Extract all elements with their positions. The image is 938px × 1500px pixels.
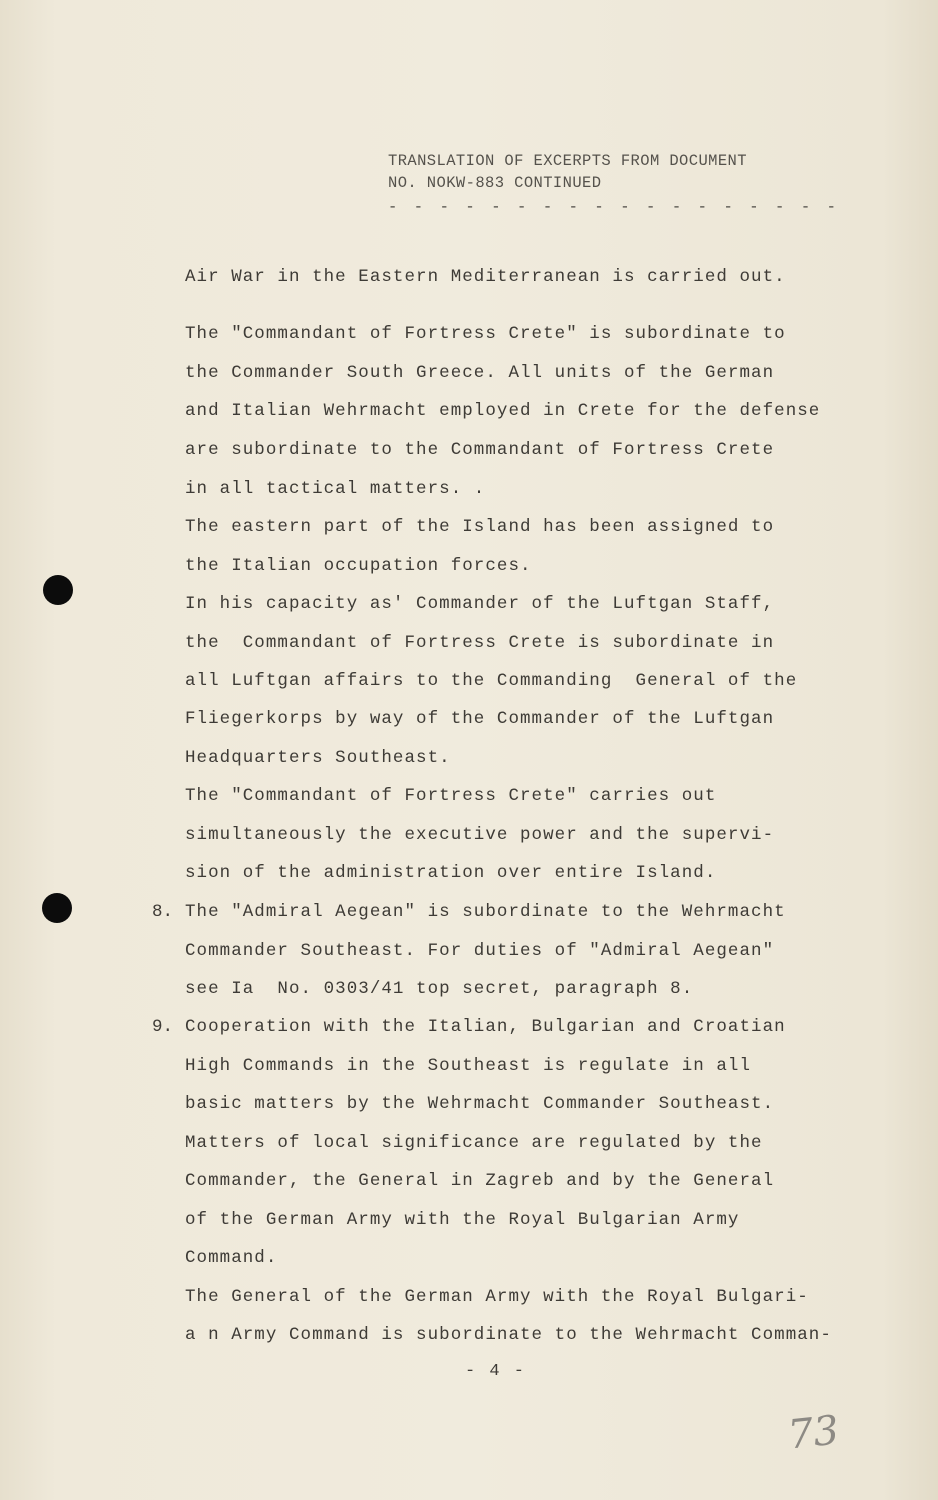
- text-line: The "Admiral Aegean" is subordinate to the Wehrmacht: [185, 902, 786, 922]
- text-line: Commander, the General in Zagreb and by the General: [185, 1171, 775, 1191]
- text-line: Matters of local significance are regulated by the: [185, 1133, 763, 1153]
- header-subtitle: NO. NOKW-883 CONTINUED: [388, 174, 602, 192]
- text-line: a n Army Command is subordinate to the Wehrmacht Comman-: [185, 1325, 832, 1345]
- text-line: The General of the German Army with the Royal Bulgari-: [185, 1287, 809, 1307]
- text-line: Headquarters Southeast.: [185, 748, 451, 768]
- punch-hole: [43, 575, 73, 605]
- text-line: High Commands in the Southeast is regulate in all: [185, 1056, 752, 1076]
- item-number: 9.: [152, 1017, 174, 1037]
- text-line: The "Commandant of Fortress Crete" is subordinate to: [185, 324, 786, 344]
- text-line: Cooperation with the Italian, Bulgarian and Croatian: [185, 1017, 786, 1037]
- document-header: [388, 150, 840, 218]
- text-line: in all tactical matters. .: [185, 479, 486, 499]
- text-line: In his capacity as' Commander of the Luftgan Staff,: [185, 594, 775, 614]
- header-rule: - - - - - - - - - - - - - - - - - -: [388, 198, 840, 216]
- text-line: Commander Southeast. For duties of "Admiral Aegean": [185, 941, 775, 961]
- text-line: sion of the administration over entire Island.: [185, 863, 717, 883]
- text-line: the Commandant of Fortress Crete is subordinate in: [185, 633, 775, 653]
- text-line: Fliegerkorps by way of the Commander of the Luftgan: [185, 709, 775, 729]
- text-line: The "Commandant of Fortress Crete" carries out: [185, 786, 717, 806]
- text-line: Air War in the Eastern Mediterranean is carried out.: [185, 267, 786, 287]
- text-line: simultaneously the executive power and the supervi-: [185, 825, 775, 845]
- text-line: The eastern part of the Island has been assigned to: [185, 517, 775, 537]
- text-line: are subordinate to the Commandant of Fortress Crete: [185, 440, 775, 460]
- text-line: the Commander South Greece. All units of the German: [185, 363, 775, 383]
- text-line: and Italian Wehrmacht employed in Crete for the defense: [185, 401, 821, 421]
- text-line: basic matters by the Wehrmacht Commander Southeast.: [185, 1094, 775, 1114]
- text-line: see Ia No. 0303/41 top secret, paragraph 8.: [185, 979, 694, 999]
- text-line: of the German Army with the Royal Bulgarian Army: [185, 1210, 740, 1230]
- text-line: all Luftgan affairs to the Commanding General of the: [185, 671, 798, 691]
- handwritten-page-mark: 73: [785, 1407, 842, 1459]
- item-number: 8.: [152, 902, 174, 922]
- text-line: Command.: [185, 1248, 278, 1268]
- punch-hole: [42, 893, 72, 923]
- header-title: TRANSLATION OF EXCERPTS FROM DOCUMENT: [388, 152, 747, 170]
- text-line: the Italian occupation forces.: [185, 556, 532, 576]
- page-number: - 4 -: [465, 1362, 527, 1381]
